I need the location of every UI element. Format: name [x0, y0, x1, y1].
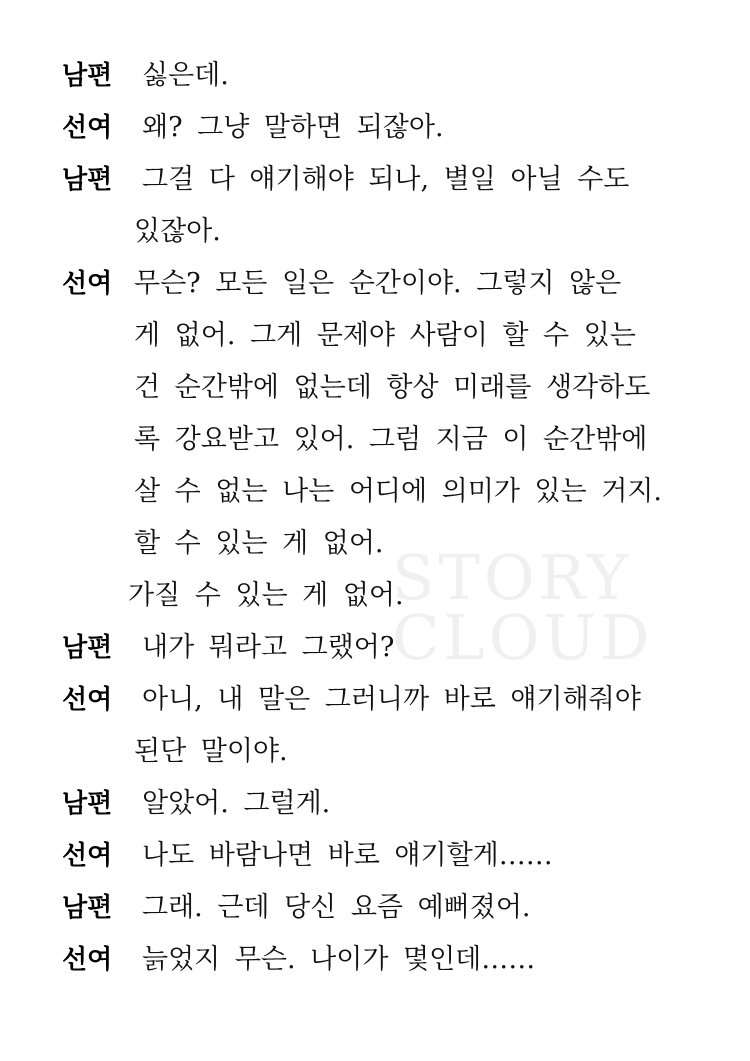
- dialogue-text: [142, 102, 702, 154]
- dialogue-text: [134, 154, 702, 258]
- dialogue-line: 그걸 다 얘기해야 되나, 별일 아닐 수도: [142, 164, 630, 195]
- speaker-name: 선여: [62, 841, 113, 871]
- dialogue-entry: [62, 50, 702, 102]
- speaker-name: 남편: [62, 789, 113, 819]
- dialogue-line: 가질 수 있는 게 없어.: [128, 580, 404, 611]
- speaker-name: 남편: [62, 633, 113, 663]
- speaker-name: 선여: [62, 945, 113, 975]
- speaker-name: 선여: [62, 113, 113, 143]
- dialogue-text: [134, 674, 702, 778]
- dialogue-line: 무슨? 모든 일은 순간이야. 그렇지 않은: [134, 268, 622, 299]
- dialogue-entry: [62, 258, 702, 622]
- dialogue-entry: [62, 882, 702, 934]
- dialogue-line: 된단 말이야.: [134, 736, 288, 767]
- dialogue-text: [142, 830, 702, 882]
- dialogue-entry: [62, 778, 702, 830]
- speaker-name: 남편: [62, 165, 113, 195]
- dialogue-text: [142, 778, 702, 830]
- dialogue-line: 있잖아.: [134, 216, 221, 247]
- dialogue-line: 아니, 내 말은 그러니까 바로 얘기해줘야: [142, 684, 641, 715]
- dialogue-line: 싫은데.: [142, 60, 229, 91]
- dialogue-line: 할 수 있는 게 없어.: [134, 528, 384, 559]
- dialogue-text: [142, 622, 702, 674]
- watermark-line-2: CLOUD: [392, 601, 654, 674]
- dialogue-line: 게 없어. 그게 문제야 사람이 할 수 있는: [134, 320, 636, 351]
- speaker-name: 남편: [62, 61, 113, 91]
- dialogue-line: 건 순간밖에 없는데 항상 미래를 생각하도: [134, 372, 651, 403]
- watermark-line-1: STORY: [392, 541, 633, 614]
- dialogue-line: 왜? 그냥 말하면 되잖아.: [142, 112, 444, 143]
- dialogue-line: 나도 바람나면 바로 얘기할게……: [142, 840, 553, 871]
- script-dialogue: [62, 50, 702, 986]
- dialogue-line: 살 수 없는 나는 어디에 의미가 있는 거지.: [134, 476, 662, 507]
- dialogue-text: [142, 882, 702, 934]
- dialogue-entry: [62, 102, 702, 154]
- dialogue-entry: [62, 934, 702, 986]
- dialogue-line: 내가 뭐라고 그랬어?: [142, 632, 395, 663]
- dialogue-entry: [62, 830, 702, 882]
- dialogue-line: 록 강요받고 있어. 그럼 지금 이 순간밖에: [134, 424, 648, 455]
- dialogue-text: [142, 934, 702, 986]
- dialogue-text: [128, 258, 702, 622]
- speaker-name: 선여: [62, 269, 113, 299]
- dialogue-line: 알았어. 그럴게.: [142, 788, 331, 819]
- dialogue-entry: [62, 674, 702, 778]
- dialogue-entry: [62, 622, 702, 674]
- speaker-name: 남편: [62, 893, 113, 923]
- speaker-name: 선여: [62, 685, 113, 715]
- dialogue-entry: [62, 154, 702, 258]
- dialogue-line: 그래. 근데 당신 요즘 예뻐졌어.: [142, 892, 531, 923]
- dialogue-text: [142, 50, 702, 102]
- dialogue-line: 늙었지 무슨. 나이가 몇인데……: [142, 944, 536, 975]
